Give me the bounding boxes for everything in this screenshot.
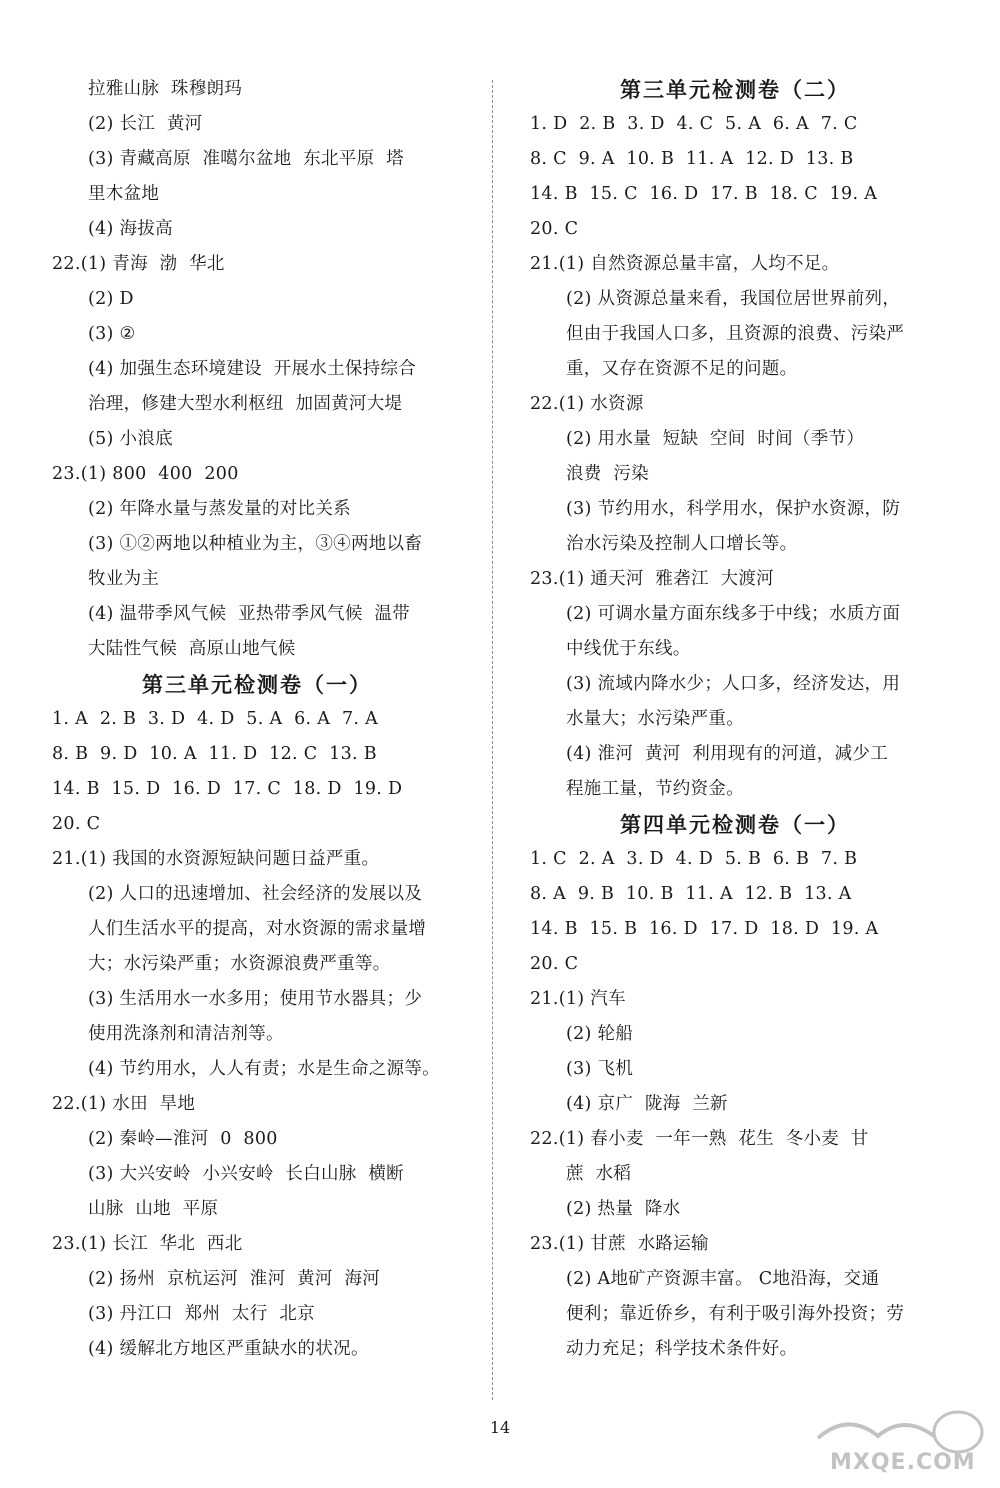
answer-line: 21.(1) 自然资源总量丰富，人均不足。 bbox=[530, 254, 840, 274]
answer-line: 14. B 15. C 16. D 17. B 18. C 19. A bbox=[530, 184, 878, 204]
answer-line: 20. C bbox=[52, 814, 101, 834]
answer-line: 22.(1) 水资源 bbox=[530, 394, 644, 414]
answer-line: 浪费 污染 bbox=[566, 464, 649, 484]
page-number: 14 bbox=[489, 1418, 511, 1437]
answer-line: (4) 京广 陇海 兰新 bbox=[566, 1094, 728, 1114]
answer-line: (5) 小浪底 bbox=[88, 429, 173, 449]
answer-line: (2) 长江 黄河 bbox=[88, 114, 203, 134]
answer-line: (3) 大兴安岭 小兴安岭 长白山脉 横断 bbox=[88, 1164, 404, 1184]
answer-line: (2) 人口的迅速增加、社会经济的发展以及 bbox=[88, 884, 423, 904]
answer-line: 牧业为主 bbox=[88, 569, 160, 589]
answer-line: 治理，修建大型水利枢纽 加固黄河大堤 bbox=[88, 394, 403, 414]
answer-line: (4) 缓解北方地区严重缺水的状况。 bbox=[88, 1339, 369, 1359]
answer-line: 水量大；水污染严重。 bbox=[566, 709, 744, 729]
answer-line: (4) 节约用水，人人有责；水是生命之源等。 bbox=[88, 1059, 440, 1079]
answer-line: (2) 可调水量方面东线多于中线；水质方面 bbox=[566, 604, 901, 624]
answer-line: 8. C 9. A 10. B 11. A 12. D 13. B bbox=[530, 149, 854, 169]
column-divider bbox=[492, 80, 493, 1400]
answer-line: (3) 丹江口 郑州 太行 北京 bbox=[88, 1304, 315, 1324]
answer-line: 治水污染及控制人口增长等。 bbox=[566, 534, 798, 554]
answer-line: 山脉 山地 平原 bbox=[88, 1199, 219, 1219]
watermark-logo bbox=[808, 1408, 988, 1480]
answer-line: 1. D 2. B 3. D 4. C 5. A 6. A 7. C bbox=[530, 114, 858, 134]
answer-line: (2) 从资源总量来看，我国位居世界前列， bbox=[566, 289, 901, 309]
answer-line: (4) 淮河 黄河 利用现有的河道，减少工 bbox=[566, 744, 889, 764]
answer-line: (3) 飞机 bbox=[566, 1059, 634, 1079]
watermark-text: MXQE.COM bbox=[830, 1450, 976, 1475]
answer-line: 23.(1) 通天河 雅砻江 大渡河 bbox=[530, 569, 774, 589]
answer-line: (2) 用水量 短缺 空间 时间（季节） bbox=[566, 429, 865, 449]
answer-line: 使用洗涤剂和清洁剂等。 bbox=[88, 1024, 284, 1044]
answer-line: 动力充足；科学技术条件好。 bbox=[566, 1339, 798, 1359]
answer-line: 23.(1) 长江 华北 西北 bbox=[52, 1234, 243, 1254]
answer-line: 中线优于东线。 bbox=[566, 639, 691, 659]
answer-line: (2) 年降水量与蒸发量的对比关系 bbox=[88, 499, 351, 519]
answer-line: (3) 流域内降水少；人口多，经济发达，用 bbox=[566, 674, 901, 694]
answer-line: 1. A 2. B 3. D 4. D 5. A 6. A 7. A bbox=[52, 709, 379, 729]
answer-line: (3) ①②两地以种植业为主，③④两地以畜 bbox=[88, 534, 423, 554]
answer-line: 23.(1) 甘蔗 水路运输 bbox=[530, 1234, 709, 1254]
answer-line: 8. B 9. D 10. A 11. D 12. C 13. B bbox=[52, 744, 377, 764]
answer-line: (3) 节约用水，科学用水，保护水资源，防 bbox=[566, 499, 901, 519]
left-column bbox=[52, 72, 462, 1367]
section-heading: 第三单元检测卷（一） bbox=[142, 672, 372, 697]
answer-line: (4) 温带季风气候 亚热带季风气候 温带 bbox=[88, 604, 411, 624]
answer-line: 便利；靠近侨乡，有利于吸引海外投资；劳 bbox=[566, 1304, 905, 1324]
answer-line: (2) 秦岭—淮河 0 800 bbox=[88, 1129, 278, 1149]
answer-line: (2) 热量 降水 bbox=[566, 1199, 681, 1219]
answer-line: 人们生活水平的提高，对水资源的需求量增 bbox=[88, 919, 427, 939]
answer-line: (3) 生活用水一水多用；使用节水器具；少 bbox=[88, 989, 423, 1009]
answer-line: 20. C bbox=[530, 219, 579, 239]
answer-line: 14. B 15. D 16. D 17. C 18. D 19. D bbox=[52, 779, 403, 799]
answer-line: 22.(1) 春小麦 一年一熟 花生 冬小麦 甘 bbox=[530, 1129, 869, 1149]
answer-line: 20. C bbox=[530, 954, 579, 974]
answer-line: 22.(1) 水田 旱地 bbox=[52, 1094, 196, 1114]
answer-line: 大陆性气候 高原山地气候 bbox=[88, 639, 296, 659]
answer-line: 14. B 15. B 16. D 17. D 18. D 19. A bbox=[530, 919, 879, 939]
answer-line: 程施工量，节约资金。 bbox=[566, 779, 744, 799]
answer-line: 蔗 水稻 bbox=[566, 1164, 632, 1184]
answer-line: 但由于我国人口多，且资源的浪费、污染严 bbox=[566, 324, 905, 344]
answer-line: 22.(1) 青海 渤 华北 bbox=[52, 254, 225, 274]
answer-line: 1. C 2. A 3. D 4. D 5. B 6. B 7. B bbox=[530, 849, 858, 869]
answer-line: 21.(1) 我国的水资源短缺问题日益严重。 bbox=[52, 849, 380, 869]
answer-line: 重，又存在资源不足的问题。 bbox=[566, 359, 798, 379]
answer-line: 拉雅山脉 珠穆朗玛 bbox=[88, 79, 243, 99]
section-heading: 第四单元检测卷（一） bbox=[620, 812, 850, 837]
answer-line: 大；水污染严重；水资源浪费严重等。 bbox=[88, 954, 391, 974]
section-heading: 第三单元检测卷（二） bbox=[620, 77, 850, 102]
right-column bbox=[530, 72, 940, 1367]
answer-line: (3) ② bbox=[88, 324, 136, 344]
answer-line: (2) A地矿产资源丰富。 C地沿海，交通 bbox=[566, 1269, 880, 1289]
answer-line: (4) 海拔高 bbox=[88, 219, 173, 239]
answer-line: 8. A 9. B 10. B 11. A 12. B 13. A bbox=[530, 884, 852, 904]
answer-line: (2) 轮船 bbox=[566, 1024, 634, 1044]
answer-line: (4) 加强生态环境建设 开展水土保持综合 bbox=[88, 359, 417, 379]
answer-line: (3) 青藏高原 准噶尔盆地 东北平原 塔 bbox=[88, 149, 404, 169]
answer-line: (2) D bbox=[88, 289, 134, 309]
answer-line: 21.(1) 汽车 bbox=[530, 989, 626, 1009]
answer-line: 里木盆地 bbox=[88, 184, 160, 204]
answer-line: 23.(1) 800 400 200 bbox=[52, 464, 239, 484]
answer-line: (2) 扬州 京杭运河 淮河 黄河 海河 bbox=[88, 1269, 381, 1289]
